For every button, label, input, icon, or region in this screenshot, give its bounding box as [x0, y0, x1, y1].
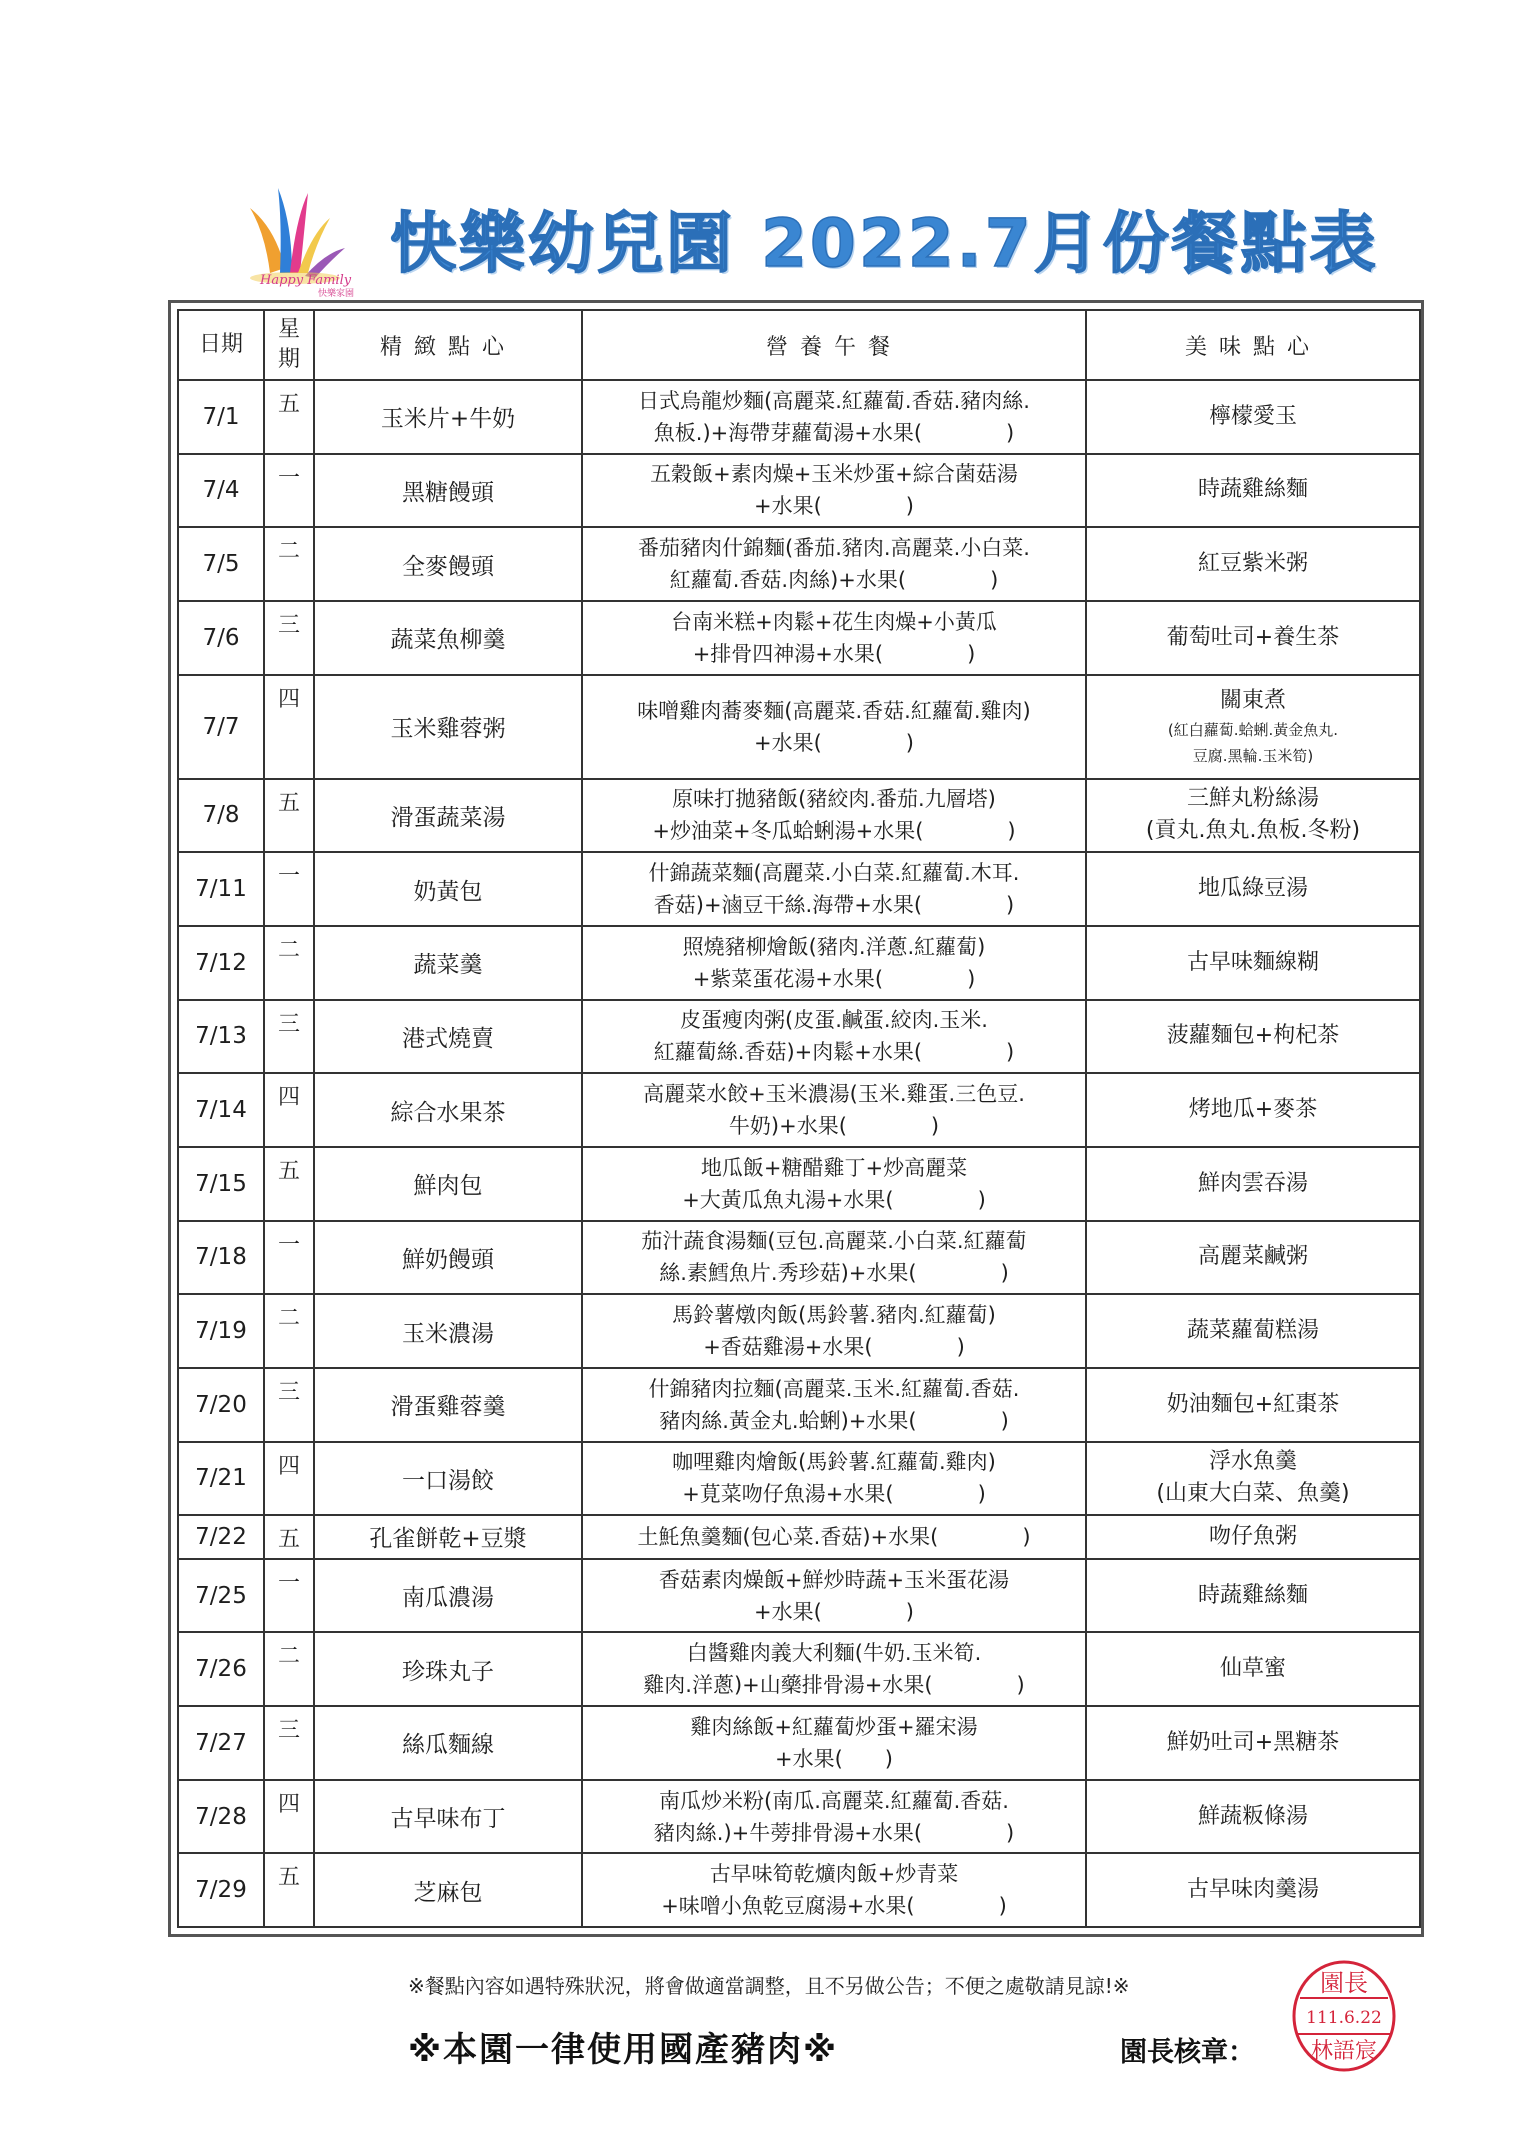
date-cell: 7/18	[178, 1221, 264, 1295]
lunch-cell	[582, 852, 1086, 926]
lunch-line: 絲.素鱈魚片.秀珍菇)+水果( )	[659, 1261, 1009, 1286]
lunch-cell	[582, 1294, 1086, 1368]
table-row	[178, 926, 1420, 1000]
morning-snack-cell: 珍珠丸子	[314, 1632, 582, 1706]
afternoon-line: 烤地瓜+麥茶	[1188, 1097, 1318, 1123]
lunch-line: 照燒豬柳燴飯(豬肉.洋蔥.紅蘿蔔)	[682, 934, 986, 959]
afternoon-snack-cell	[1086, 454, 1420, 528]
weekday-cell: 二	[264, 926, 314, 1000]
lunch-line: 原味打拋豬飯(豬絞肉.番茄.九層塔)	[672, 787, 996, 812]
morning-snack-cell: 玉米片+牛奶	[314, 380, 582, 454]
afternoon-snack-cell	[1086, 1632, 1420, 1706]
date-cell: 7/26	[178, 1632, 264, 1706]
afternoon-line: 時蔬雞絲麵	[1197, 1582, 1308, 1608]
lunch-line: 咖哩雞肉燴飯(馬鈴薯.紅蘿蔔.雞肉)	[672, 1450, 996, 1475]
date-cell: 7/15	[178, 1147, 264, 1221]
date-cell: 7/27	[178, 1706, 264, 1780]
afternoon-snack-cell	[1086, 1706, 1420, 1780]
date-cell: 7/14	[178, 1073, 264, 1147]
afternoon-line: 地瓜綠豆湯	[1197, 876, 1308, 902]
page-title: 快樂幼兒園 2022.7月份餐點表	[390, 205, 1379, 282]
afternoon-line: 仙草蜜	[1219, 1656, 1286, 1682]
page-header	[230, 178, 1380, 298]
lunch-line: +莧菜吻仔魚湯+水果( )	[682, 1482, 986, 1507]
date-cell: 7/21	[178, 1442, 264, 1516]
afternoon-line: 葡萄吐司+養生茶	[1166, 624, 1340, 650]
principal-signature-label: 園長核章：	[1120, 2037, 1255, 2068]
morning-snack-cell: 港式燒賣	[314, 1000, 582, 1074]
afternoon-snack-cell	[1086, 1780, 1420, 1854]
afternoon-snack-cell	[1086, 1853, 1420, 1927]
lunch-line: +水果( )	[775, 1746, 893, 1771]
lunch-line: +香菇雞湯+水果( )	[703, 1335, 965, 1360]
lunch-cell	[582, 1073, 1086, 1147]
morning-snack-cell: 玉米雞蓉粥	[314, 675, 582, 779]
afternoon-snack-cell	[1086, 852, 1420, 926]
lunch-line: 什錦豬肉拉麵(高麗菜.玉米.紅蘿蔔.香菇.	[648, 1376, 1020, 1401]
afternoon-line: 鮮蔬粄條湯	[1197, 1803, 1308, 1829]
afternoon-snack-cell	[1086, 601, 1420, 675]
weekday-cell: 二	[264, 527, 314, 601]
afternoon-snack-cell	[1086, 1442, 1420, 1516]
lunch-line: 雞肉絲飯+紅蘿蔔炒蛋+羅宋湯	[690, 1714, 978, 1739]
column-header-morning-snack: 精緻點心	[314, 310, 582, 380]
lunch-line: 魚板.)+海帶芽蘿蔔湯+水果( )	[653, 420, 1015, 445]
afternoon-snack-cell	[1086, 779, 1420, 853]
lunch-line: 番茄豬肉什錦麵(番茄.豬肉.高麗菜.小白菜.	[638, 536, 1030, 561]
lunch-line: 味噌雞肉蕎麥麵(高麗菜.香菇.紅蘿蔔.雞肉)	[637, 698, 1031, 723]
afternoon-line: 吻仔魚粥	[1208, 1523, 1297, 1549]
principal-seal	[1290, 1958, 1398, 2074]
lunch-cell	[582, 1442, 1086, 1516]
table-row	[178, 527, 1420, 601]
table-row	[178, 601, 1420, 675]
lunch-line: +水果( )	[754, 494, 914, 519]
lunch-line: 牛奶)+水果( )	[728, 1114, 940, 1139]
table-row	[178, 1780, 1420, 1854]
morning-snack-cell: 蔬菜羹	[314, 926, 582, 1000]
afternoon-snack-cell	[1086, 1294, 1420, 1368]
table-row	[178, 779, 1420, 853]
lunch-line: 白醬雞肉義大利麵(牛奶.玉米筍.	[686, 1641, 982, 1666]
date-cell: 7/11	[178, 852, 264, 926]
table-header-row	[178, 310, 1420, 380]
lunch-line: 馬鈴薯燉肉飯(馬鈴薯.豬肉.紅蘿蔔)	[672, 1303, 996, 1328]
date-cell: 7/25	[178, 1559, 264, 1633]
afternoon-line: 關東煮	[1219, 687, 1286, 713]
weekday-cell: 三	[264, 1706, 314, 1780]
morning-snack-cell: 鮮奶饅頭	[314, 1221, 582, 1295]
lunch-cell	[582, 454, 1086, 528]
weekday-cell: 四	[264, 1780, 314, 1854]
afternoon-line: 鮮肉雲吞湯	[1197, 1170, 1308, 1196]
domestic-pork-notice: ※本園一律使用國產豬肉※	[408, 2030, 839, 2070]
lunch-line: 什錦蔬菜麵(高麗菜.小白菜.紅蘿蔔.木耳.	[648, 861, 1020, 886]
date-cell: 7/19	[178, 1294, 264, 1368]
lunch-line: 古早味筍乾爌肉飯+炒青菜	[709, 1862, 959, 1887]
morning-snack-cell: 滑蛋雞蓉羹	[314, 1368, 582, 1442]
lunch-cell	[582, 601, 1086, 675]
column-header-lunch: 營養午餐	[582, 310, 1086, 380]
lunch-line: 台南米糕+肉鬆+花生肉燥+小黃瓜	[671, 609, 997, 634]
afternoon-snack-cell	[1086, 380, 1420, 454]
weekday-cell: 二	[264, 1294, 314, 1368]
column-header-weekday-text: 星 期	[277, 317, 300, 372]
lunch-line: +水果( )	[754, 730, 914, 755]
afternoon-snack-cell	[1086, 1073, 1420, 1147]
lunch-line: 豬肉絲.)+牛蒡排骨湯+水果( )	[653, 1820, 1015, 1845]
morning-snack-cell: 全麥饅頭	[314, 527, 582, 601]
morning-snack-cell: 綜合水果茶	[314, 1073, 582, 1147]
weekday-cell: 一	[264, 454, 314, 528]
table-row	[178, 1221, 1420, 1295]
lunch-line: 香菇)+滷豆干絲.海帶+水果( )	[653, 893, 1015, 918]
lunch-line: 茄汁蔬食湯麵(豆包.高麗菜.小白菜.紅蘿蔔	[641, 1229, 1027, 1254]
lunch-line: 皮蛋瘦肉粥(皮蛋.鹹蛋.絞肉.玉米.	[680, 1008, 988, 1033]
morning-snack-cell: 玉米濃湯	[314, 1294, 582, 1368]
lunch-cell	[582, 926, 1086, 1000]
morning-snack-cell: 絲瓜麵線	[314, 1706, 582, 1780]
weekday-cell: 三	[264, 1000, 314, 1074]
afternoon-line: 鮮奶吐司+黑糖茶	[1166, 1729, 1340, 1755]
date-cell: 7/22	[178, 1515, 264, 1559]
column-header-afternoon-snack: 美味點心	[1086, 310, 1420, 380]
table-row	[178, 1559, 1420, 1633]
lunch-cell	[582, 1853, 1086, 1927]
date-cell: 7/29	[178, 1853, 264, 1927]
morning-snack-cell: 芝麻包	[314, 1853, 582, 1927]
afternoon-line: 浮水魚羹	[1208, 1449, 1297, 1475]
column-header-date: 日期	[178, 310, 264, 380]
afternoon-snack-cell	[1086, 1221, 1420, 1295]
afternoon-line: 三鮮丸粉絲湯	[1186, 786, 1319, 812]
svg-text:園長: 園長	[1320, 1969, 1368, 1997]
afternoon-snack-cell	[1086, 1000, 1420, 1074]
lunch-line: 五穀飯+素肉燥+玉米炒蛋+綜合菌菇湯	[650, 462, 1018, 487]
afternoon-line: (貢丸.魚丸.魚板.冬粉)	[1145, 818, 1361, 844]
menu-table-frame	[168, 300, 1424, 1937]
lunch-line: 雞肉.洋蔥)+山藥排骨湯+水果( )	[643, 1673, 1025, 1698]
column-header-weekday	[264, 310, 314, 380]
lunch-line: 紅蘿蔔.香菇.肉絲)+水果( )	[669, 568, 999, 593]
afternoon-line: 古早味麵線糊	[1186, 949, 1319, 975]
lunch-line: 南瓜炒米粉(南瓜.高麗菜.紅蘿蔔.香菇.	[659, 1788, 1009, 1813]
weekday-cell: 五	[264, 1147, 314, 1221]
afternoon-line: 時蔬雞絲麵	[1197, 477, 1308, 503]
weekday-cell: 三	[264, 601, 314, 675]
weekday-cell: 五	[264, 1515, 314, 1559]
date-cell: 7/5	[178, 527, 264, 601]
afternoon-ingredient-note: (紅白蘿蔔.蛤蜊.黃金魚丸.	[1167, 720, 1339, 739]
lunch-cell	[582, 1221, 1086, 1295]
adjustment-notice: ※餐點內容如遇特殊狀況，將會做適當調整，且不另做公告；不便之處敬請見諒!※	[408, 1974, 1130, 1998]
lunch-line: +炒油菜+冬瓜蛤蜊湯+水果( )	[652, 819, 1016, 844]
lunch-line: +水果( )	[754, 1599, 914, 1624]
lunch-cell	[582, 1559, 1086, 1633]
afternoon-line: 檸檬愛玉	[1208, 403, 1297, 429]
lunch-line: 日式烏龍炒麵(高麗菜.紅蘿蔔.香菇.豬肉絲.	[638, 388, 1030, 413]
menu-table-body	[178, 380, 1420, 1927]
date-cell: 7/8	[178, 779, 264, 853]
weekday-cell: 四	[264, 675, 314, 779]
lunch-cell	[582, 1706, 1086, 1780]
weekday-cell: 五	[264, 779, 314, 853]
table-row	[178, 1294, 1420, 1368]
svg-text:林語宸: 林語宸	[1310, 2039, 1378, 2064]
afternoon-snack-cell	[1086, 1515, 1420, 1559]
lunch-cell	[582, 527, 1086, 601]
table-row	[178, 1000, 1420, 1074]
afternoon-line: 菠蘿麵包+枸杞茶	[1166, 1023, 1340, 1049]
lunch-line: 豬肉絲.黃金丸.蛤蜊)+水果( )	[659, 1408, 1009, 1433]
morning-snack-cell: 孔雀餅乾+豆漿	[314, 1515, 582, 1559]
afternoon-line: 古早味肉羹湯	[1186, 1877, 1319, 1903]
table-row	[178, 380, 1420, 454]
date-cell: 7/13	[178, 1000, 264, 1074]
date-cell: 7/28	[178, 1780, 264, 1854]
morning-snack-cell: 蔬菜魚柳羹	[314, 601, 582, 675]
table-row	[178, 1853, 1420, 1927]
lunch-cell	[582, 1632, 1086, 1706]
logo-text: Happy Family	[260, 273, 352, 288]
afternoon-snack-cell	[1086, 1147, 1420, 1221]
weekday-cell: 五	[264, 1853, 314, 1927]
morning-snack-cell: 古早味布丁	[314, 1780, 582, 1854]
weekday-cell: 一	[264, 1559, 314, 1633]
table-row	[178, 1515, 1420, 1559]
date-cell: 7/12	[178, 926, 264, 1000]
afternoon-snack-cell	[1086, 1559, 1420, 1633]
weekday-cell: 三	[264, 1368, 314, 1442]
lunch-line: +紫菜蛋花湯+水果( )	[692, 966, 976, 991]
date-cell: 7/4	[178, 454, 264, 528]
table-row	[178, 454, 1420, 528]
table-row	[178, 675, 1420, 779]
logo-subtext: 快樂家園	[318, 289, 355, 299]
weekday-cell: 一	[264, 852, 314, 926]
morning-snack-cell: 滑蛋蔬菜湯	[314, 779, 582, 853]
weekday-cell: 二	[264, 1632, 314, 1706]
lunch-line: 高麗菜水餃+玉米濃湯(玉米.雞蛋.三色豆.	[643, 1082, 1025, 1107]
lunch-cell	[582, 1780, 1086, 1854]
table-row	[178, 1147, 1420, 1221]
table-row	[178, 852, 1420, 926]
menu-table	[177, 309, 1421, 1928]
svg-text:111.6.22: 111.6.22	[1306, 2008, 1382, 2028]
table-row	[178, 1368, 1420, 1442]
lunch-line: +味噌小魚乾豆腐湯+水果( )	[661, 1894, 1007, 1919]
weekday-cell: 四	[264, 1442, 314, 1516]
lunch-cell	[582, 380, 1086, 454]
lunch-cell	[582, 675, 1086, 779]
morning-snack-cell: 鮮肉包	[314, 1147, 582, 1221]
afternoon-line: 蔬菜蘿蔔糕湯	[1186, 1318, 1319, 1344]
lunch-cell	[582, 779, 1086, 853]
lunch-cell	[582, 1147, 1086, 1221]
table-row	[178, 1706, 1420, 1780]
lunch-cell	[582, 1000, 1086, 1074]
afternoon-snack-cell	[1086, 926, 1420, 1000]
lunch-line: 香菇素肉燥飯+鮮炒時蔬+玉米蛋花湯	[658, 1567, 1010, 1592]
lunch-line: +大黃瓜魚丸湯+水果( )	[682, 1187, 986, 1212]
weekday-cell: 五	[264, 380, 314, 454]
lunch-line: 地瓜飯+糖醋雞丁+炒高麗菜	[700, 1155, 968, 1180]
date-cell: 7/7	[178, 675, 264, 779]
afternoon-ingredient-note: 豆腐.黑輪.玉米筍)	[1192, 746, 1314, 765]
afternoon-line: (山東大白菜、魚羹)	[1156, 1481, 1350, 1507]
weekday-cell: 四	[264, 1073, 314, 1147]
lunch-line: 紅蘿蔔絲.香菇)+肉鬆+水果( )	[653, 1040, 1015, 1065]
lunch-cell	[582, 1368, 1086, 1442]
morning-snack-cell: 南瓜濃湯	[314, 1559, 582, 1633]
afternoon-line: 紅豆紫米粥	[1197, 551, 1308, 577]
table-row	[178, 1632, 1420, 1706]
lunch-line: +排骨四神湯+水果( )	[692, 641, 976, 666]
weekday-cell: 一	[264, 1221, 314, 1295]
afternoon-line: 高麗菜鹹粥	[1197, 1244, 1308, 1270]
date-cell: 7/6	[178, 601, 264, 675]
lunch-cell	[582, 1515, 1086, 1559]
afternoon-line: 奶油麵包+紅棗茶	[1166, 1391, 1340, 1417]
date-cell: 7/1	[178, 380, 264, 454]
afternoon-snack-cell	[1086, 527, 1420, 601]
afternoon-snack-cell	[1086, 1368, 1420, 1442]
morning-snack-cell: 奶黃包	[314, 852, 582, 926]
lunch-line: 土魠魚羹麵(包心菜.香菇)+水果( )	[637, 1524, 1031, 1549]
table-row	[178, 1073, 1420, 1147]
table-row	[178, 1442, 1420, 1516]
afternoon-snack-cell	[1086, 675, 1420, 779]
date-cell: 7/20	[178, 1368, 264, 1442]
morning-snack-cell: 黑糖饅頭	[314, 454, 582, 528]
morning-snack-cell: 一口湯餃	[314, 1442, 582, 1516]
